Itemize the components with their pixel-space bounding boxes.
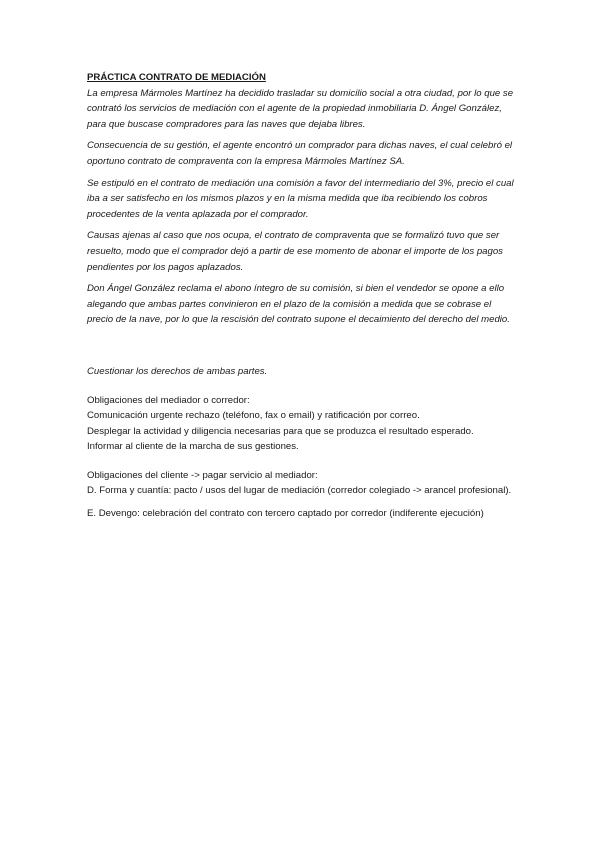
spacer	[87, 386, 517, 393]
client-line-e: E. Devengo: celebración del contrato con tercero captado por corredor (indiferente ejecución)	[87, 508, 484, 520]
paragraph-1: La empresa Mármoles Martínez ha decidido trasladar su domicilio social a otra ciudad, por lo que se contrató los servicios de mediación con el agente de la propiedad inmobiliaria D. Ángel González, para que buscase compradores para las naves que dejaba libres.	[87, 87, 514, 130]
mediator-line-1: Comunicación urgente rechazo (teléfono, fax o email) y ratificación por correo.	[87, 410, 420, 422]
paragraph-2: Consecuencia de su gestión, el agente encontró un comprador para dichas naves, el cual celebró el oportuno contrato de compraventa con la empresa Mármoles Martínez SA.	[87, 140, 513, 167]
paragraph-3: Se estipuló en el contrato de mediación una comisión a favor del intermediario del 3%, precio el cual iba a ser satisfecho en los mismos plazos y en la misma medida que iba recibiendo los cobros procedentes de la venta aplazada por el comprador.	[87, 177, 514, 220]
spacer	[87, 455, 517, 468]
mediator-heading: Obligaciones del mediador o corredor:	[87, 394, 250, 406]
mediator-line-3: Informar al cliente de la marcha de sus gestiones.	[87, 441, 299, 453]
spacer	[87, 334, 517, 364]
client-devengo	[87, 506, 517, 522]
spacer	[87, 499, 517, 506]
mediator-obligations	[87, 393, 517, 455]
paragraph-5: Don Ángel González reclama el abono íntegro de su comisión, si bien el vendedor se opone a ello alegando que ambas partes convinieron en el plazo de la comisión a medida que se cobrase el precio de la nave, por lo que la rescisión del contrato supone el decaimiento del derecho del medio.	[87, 283, 510, 326]
paragraph-4: Causas ajenas al caso que nos ocupa, el contrato de compraventa que se formalizó tuvo que ser resuelto, modo que el comprador dejó a partir de ese momento de abonar el importe de los pagos pendientes por los pagos aplazados.	[87, 230, 503, 273]
client-line-d: D. Forma y cuantía: pacto / usos del lugar de mediación (corredor colegiado -> arancel profesional).	[87, 485, 512, 497]
client-heading: Obligaciones del cliente -> pagar servicio al mediador:	[87, 469, 318, 481]
client-obligations	[87, 468, 517, 499]
question-text: Cuestionar los derechos de ambas partes.	[87, 365, 268, 377]
document-page	[87, 70, 517, 522]
document-title: PRÁCTICA CONTRATO DE MEDIACIÓN	[87, 72, 266, 83]
mediator-line-2: Desplegar la actividad y diligencia necesarias para que se produzca el resultado esperado.	[87, 425, 474, 437]
